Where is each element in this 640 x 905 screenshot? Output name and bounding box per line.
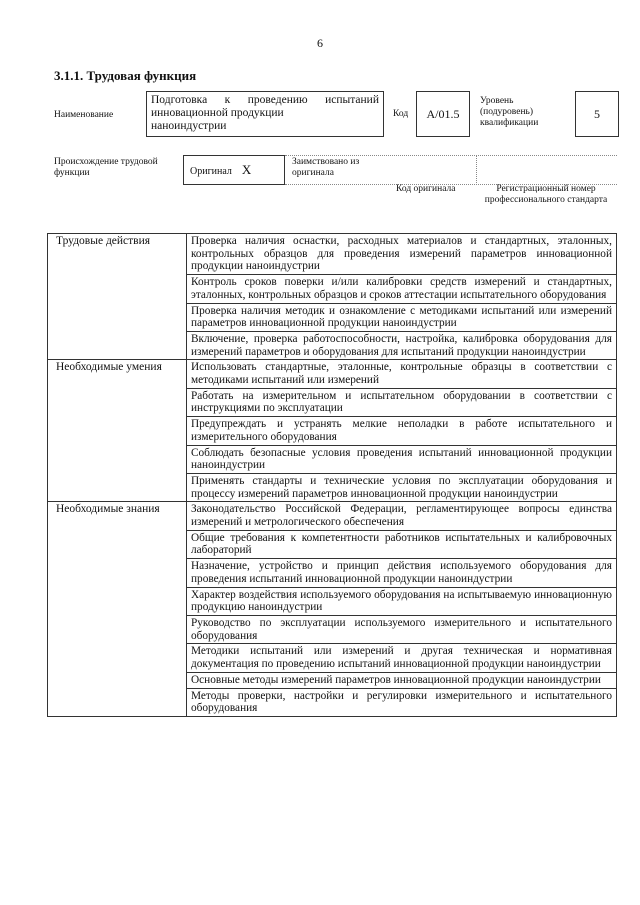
original-check-mark: X xyxy=(241,162,252,177)
qualification-level-box: 5 xyxy=(575,91,619,137)
item-cell: Методы проверки, настройки и регулировки измерительного и испытательного оборудования xyxy=(187,688,617,716)
item-cell: Проверка наличия методик и ознакомление с методиками испытаний или измерений параметров инновационной продукции наноиндустрии xyxy=(187,303,617,331)
origin-divider xyxy=(476,155,477,185)
page-number: 6 xyxy=(317,36,323,50)
item-cell: Работать на измерительном и испытательном оборудовании в соответствии с инструкциями по эксплуатации xyxy=(187,388,617,416)
table-row xyxy=(48,234,617,275)
item-cell: Предупреждать и устранять мелкие неполадки в работе испытательного и измерительного оборудования xyxy=(187,417,617,445)
item-cell: Характер воздействия используемого оборудования на испытываемую инновационную продукцию наноиндустрии xyxy=(187,587,617,615)
function-name-line-1: Подготовка к проведению испытаний xyxy=(151,94,379,106)
origin-top-border xyxy=(285,155,617,156)
section-title: 3.1.1. Трудовая функция xyxy=(54,68,197,83)
item-cell: Использовать стандартные, эталонные, контрольные образцы в соответствии с методиками испытаний или измерений xyxy=(187,360,617,388)
table-row xyxy=(48,360,617,388)
code-label: Код xyxy=(393,109,409,119)
category-cell: Необходимые умения xyxy=(48,360,187,502)
category-cell: Необходимые знания xyxy=(48,502,187,717)
item-cell: Методики испытаний или измерений и другая техническая и нормативная документация по проведению испытаний инновационной продукции наноиндустрии xyxy=(187,644,617,672)
item-cell: Применять стандарты и технические условия по эксплуатации оборудования и процессу измерений параметров инновационной продукции наноиндустрии xyxy=(187,473,617,501)
origin-label: Происхождение трудовой функции xyxy=(54,157,158,178)
function-name-box xyxy=(146,91,384,137)
table-row xyxy=(48,502,617,530)
name-label: Наименование xyxy=(54,110,114,120)
function-code-box: А/01.5 xyxy=(416,91,470,137)
item-cell: Проверка наличия оснастки, расходных материалов и стандартных, эталонных, контрольных образцов для проведения измерений параметров инновационной продукции наноиндустрии xyxy=(187,234,617,275)
original-label: Оригинал xyxy=(190,166,232,177)
item-cell: Включение, проверка работоспособности, настройка, калибровка оборудования для измерений параметров и оборудования для испытаний продукции наноиндустрии xyxy=(187,331,617,359)
function-name-line-2: инновационной продукции xyxy=(151,107,284,119)
labor-function-table xyxy=(47,233,617,717)
item-cell: Руководство по эксплуатации используемого измерительного и испытательного оборудования xyxy=(187,615,617,643)
category-cell: Трудовые действия xyxy=(48,234,187,360)
function-name-line-3: наноиндустрии xyxy=(151,120,227,132)
item-cell: Контроль сроков поверки и/или калибровки средств измерений и стандартных, эталонных, контрольных образцов и сроков аттестации испытательного оборудования xyxy=(187,275,617,303)
item-cell: Назначение, устройство и принцип действия используемого оборудования для проведения испытаний инновационной продукции наноиндустрии xyxy=(187,559,617,587)
item-cell: Законодательство Российской Федерации, регламентирующее вопросы единства измерений и метрологического обеспечения xyxy=(187,502,617,530)
borrowed-label: Заимствовано из оригинала xyxy=(292,157,360,178)
item-cell: Соблюдать безопасные условия проведения испытаний инновационной продукции наноиндустрии xyxy=(187,445,617,473)
original-box xyxy=(183,155,285,185)
item-cell: Общие требования к компетентности работников испытательных и калибровочных лабораторий xyxy=(187,530,617,558)
code-original-caption: Код оригинала xyxy=(396,184,456,194)
qualification-level-label: Уровень (подуровень) квалификации xyxy=(480,96,539,128)
item-cell: Основные методы измерений параметров инновационной продукции наноиндустрии xyxy=(187,672,617,688)
reg-number-caption: Регистрационный номер профессионального стандарта xyxy=(484,184,608,205)
